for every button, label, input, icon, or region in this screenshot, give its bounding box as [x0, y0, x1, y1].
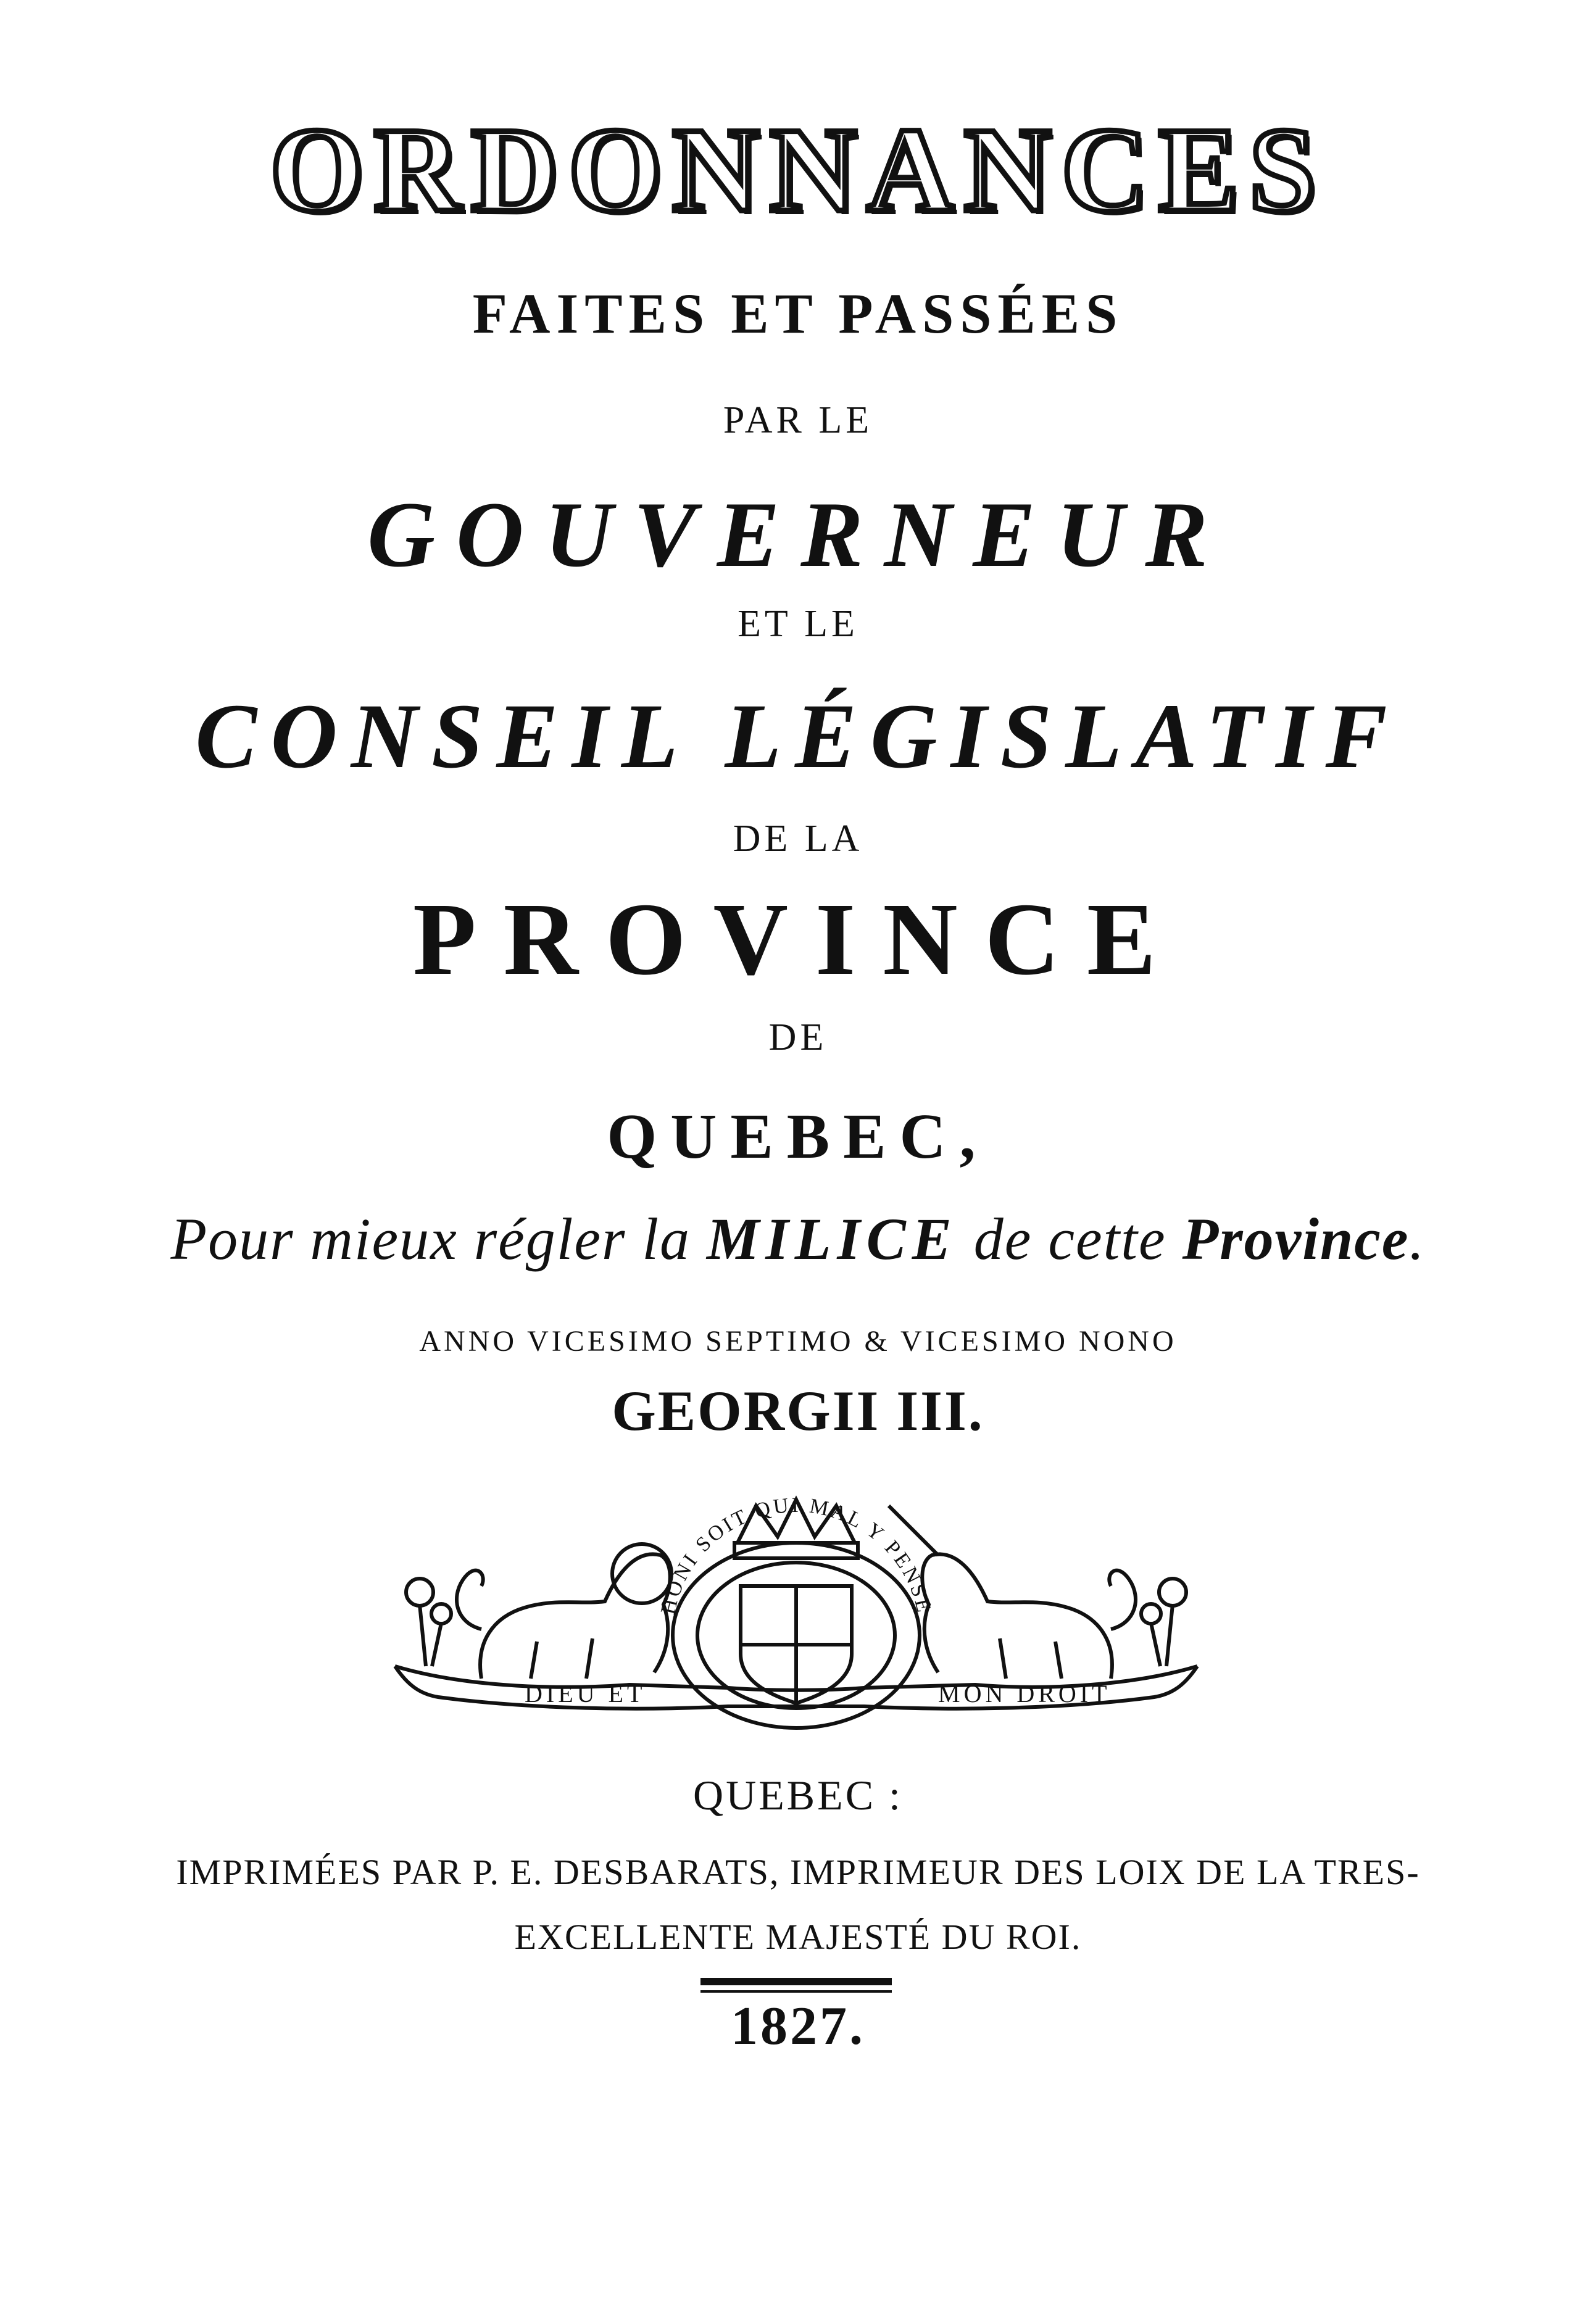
- text-et-le: ET LE: [738, 603, 858, 645]
- text-de: DE: [768, 1016, 828, 1058]
- publication-year: 1827.: [731, 1996, 865, 2056]
- ribbon-motto-right: MON DROIT: [938, 1680, 1111, 1708]
- imprint-city: QUEBEC :: [693, 1772, 903, 1819]
- text-par-le: PAR LE: [723, 399, 873, 441]
- purpose-province: Province: [1182, 1206, 1410, 1272]
- divider-rule-thick: [700, 1978, 892, 1985]
- heading-gouverneur: GOUVERNEUR: [367, 483, 1229, 586]
- subtitle-faites: FAITES ET PASSÉES: [472, 282, 1124, 345]
- purpose-middle: de cette: [957, 1206, 1182, 1272]
- text-anno: ANNO VICESIMO SEPTIMO & VICESIMO NONO: [419, 1325, 1177, 1358]
- ribbon-motto-left: DIEU ET: [525, 1680, 646, 1708]
- imprint-line-1: IMPRIMÉES PAR P. E. DESBARATS, IMPRIMEUR DES LOIX DE LA TRES-: [176, 1852, 1420, 1892]
- page-title: ORDONNANCES: [270, 103, 1326, 237]
- garter-motto: HONI SOIT QUI MAL Y PENSE: [656, 1493, 936, 1617]
- purpose-end: .: [1409, 1206, 1426, 1272]
- heading-conseil-legislatif: CONSEIL LÉGISLATIF: [195, 685, 1401, 787]
- text-georgii: GEORGII III.: [612, 1379, 984, 1442]
- heading-province: PROVINCE: [412, 882, 1184, 997]
- purpose-before: Pour mieux régler la: [170, 1206, 707, 1272]
- heading-quebec: QUEBEC,: [607, 1101, 989, 1172]
- purpose-line: [0, 1206, 1596, 1272]
- text-de-la: DE LA: [733, 818, 863, 860]
- divider-rule-thin: [700, 1990, 892, 1993]
- royal-coat-of-arms-icon: [383, 1481, 1210, 1740]
- imprint-line-2: EXCELLENTE MAJESTÉ DU ROI.: [514, 1917, 1082, 1957]
- purpose-milice: MILICE: [707, 1206, 958, 1272]
